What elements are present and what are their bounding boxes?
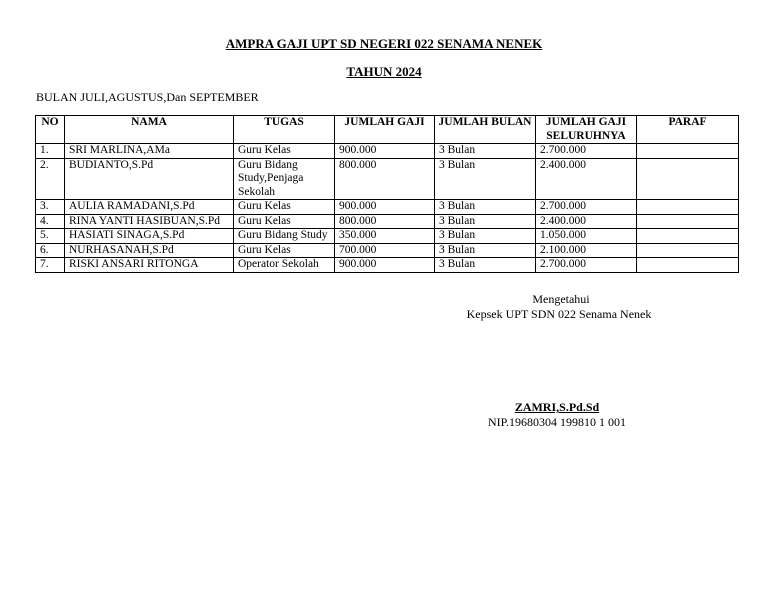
cell-tugas: Operator Sekolah: [234, 258, 335, 273]
cell-jumlah-bulan: 3 Bulan: [435, 158, 536, 200]
cell-no: 1.: [36, 144, 65, 159]
cell-jumlah-gaji-seluruhnya: 2.700.000: [536, 200, 637, 215]
header-jumlah-bulan: JUMLAH BULAN: [435, 116, 536, 144]
table-row: [36, 229, 739, 244]
header-no: NO: [36, 116, 65, 144]
cell-tugas: Guru Kelas: [234, 214, 335, 229]
cell-nama: AULIA RAMADANI,S.Pd: [65, 200, 234, 215]
cell-jumlah-bulan: 3 Bulan: [435, 200, 536, 215]
cell-jumlah-gaji-seluruhnya: 1.050.000: [536, 229, 637, 244]
signatory-name: ZAMRI,S.Pd.Sd: [514, 400, 600, 414]
document-year: TAHUN 2024: [346, 64, 422, 79]
signatory-nip: NIP.19680304 199810 1 001: [487, 415, 626, 429]
cell-tugas: Guru Bidang Study,Penjaga Sekolah: [234, 158, 335, 200]
cell-jumlah-gaji-seluruhnya: 2.100.000: [536, 243, 637, 258]
cell-nama: BUDIANTO,S.Pd: [65, 158, 234, 200]
cell-no: 2.: [36, 158, 65, 200]
cell-jumlah-gaji-seluruhnya: 2.400.000: [536, 214, 637, 229]
cell-tugas: Guru Kelas: [234, 144, 335, 159]
cell-paraf: [637, 200, 739, 215]
cell-nama: NURHASANAH,S.Pd: [65, 243, 234, 258]
document-title: AMPRA GAJI UPT SD NEGERI 022 SENAMA NENEK: [225, 36, 543, 51]
cell-paraf: [637, 144, 739, 159]
table-row: [36, 158, 739, 200]
cell-paraf: [637, 158, 739, 200]
cell-jumlah-gaji: 800.000: [335, 214, 435, 229]
cell-nama: RISKI ANSARI RITONGA: [65, 258, 234, 273]
cell-jumlah-gaji: 900.000: [335, 144, 435, 159]
cell-tugas: Guru Kelas: [234, 243, 335, 258]
cell-no: 6.: [36, 243, 65, 258]
salary-table: [35, 115, 739, 273]
cell-jumlah-gaji-seluruhnya: 2.700.000: [536, 144, 637, 159]
header-tugas: TUGAS: [234, 116, 335, 144]
table-row: [36, 214, 739, 229]
signatory-position: Kepsek UPT SDN 022 Senama Nenek: [466, 307, 652, 321]
cell-jumlah-gaji: 800.000: [335, 158, 435, 200]
period-label: BULAN JULI,AGUSTUS,Dan SEPTEMBER: [36, 90, 259, 104]
table-row: [36, 258, 739, 273]
header-jumlah-gaji: JUMLAH GAJI: [335, 116, 435, 144]
cell-nama: SRI MARLINA,AMa: [65, 144, 234, 159]
cell-jumlah-gaji-seluruhnya: 2.700.000: [536, 258, 637, 273]
cell-paraf: [637, 258, 739, 273]
cell-no: 3.: [36, 200, 65, 215]
cell-jumlah-gaji-seluruhnya: 2.400.000: [536, 158, 637, 200]
cell-jumlah-bulan: 3 Bulan: [435, 258, 536, 273]
cell-paraf: [637, 214, 739, 229]
header-nama: NAMA: [65, 116, 234, 144]
table-row: [36, 144, 739, 159]
cell-tugas: Guru Kelas: [234, 200, 335, 215]
cell-jumlah-gaji: 900.000: [335, 200, 435, 215]
cell-jumlah-bulan: 3 Bulan: [435, 243, 536, 258]
cell-jumlah-bulan: 3 Bulan: [435, 214, 536, 229]
cell-no: 4.: [36, 214, 65, 229]
cell-no: 5.: [36, 229, 65, 244]
header-paraf: PARAF: [637, 116, 739, 144]
cell-nama: RINA YANTI HASIBUAN,S.Pd: [65, 214, 234, 229]
header-jumlah-gaji-seluruhnya: JUMLAH GAJI SELURUHNYA: [536, 116, 637, 144]
table-row: [36, 200, 739, 215]
acknowledgement-label: Mengetahui: [532, 292, 590, 306]
cell-no: 7.: [36, 258, 65, 273]
table-row: [36, 243, 739, 258]
cell-jumlah-bulan: 3 Bulan: [435, 229, 536, 244]
cell-paraf: [637, 243, 739, 258]
cell-jumlah-gaji: 350.000: [335, 229, 435, 244]
cell-jumlah-bulan: 3 Bulan: [435, 144, 536, 159]
cell-jumlah-gaji: 900.000: [335, 258, 435, 273]
cell-paraf: [637, 229, 739, 244]
cell-jumlah-gaji: 700.000: [335, 243, 435, 258]
table-header-row: [36, 116, 739, 144]
cell-tugas: Guru Bidang Study: [234, 229, 335, 244]
cell-nama: HASIATI SINAGA,S.Pd: [65, 229, 234, 244]
